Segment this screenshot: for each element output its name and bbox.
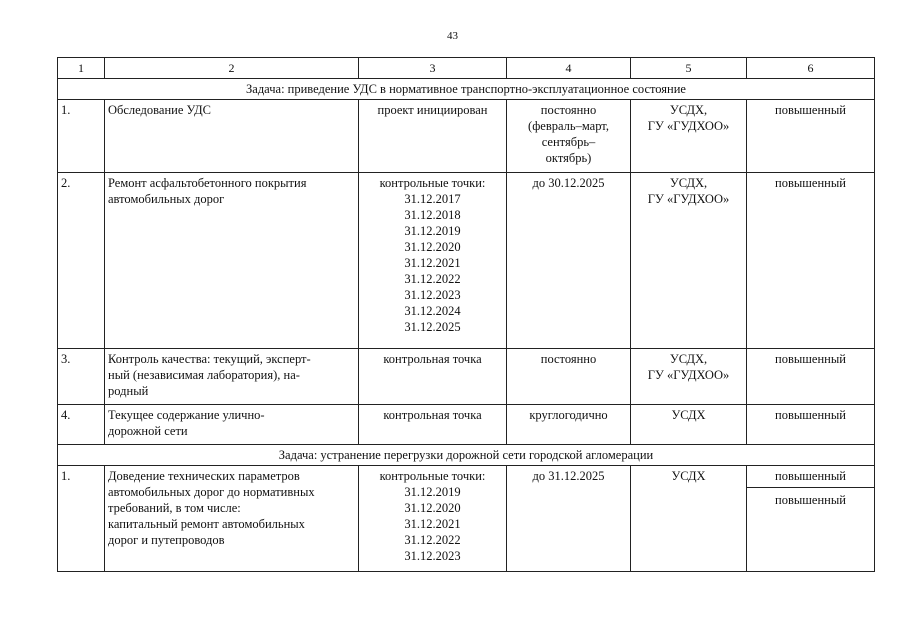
control-date: 31.12.2024 <box>404 304 461 318</box>
row-number: 1. <box>58 100 105 173</box>
text-line: до 30.12.2025 <box>532 176 605 190</box>
text-line: дорожной сети <box>108 424 188 438</box>
control-points <box>359 466 507 572</box>
control-date: 31.12.2020 <box>404 501 461 515</box>
text-line: капитальный ремонт автомобильных <box>108 517 305 531</box>
text-line: контрольная точка <box>383 408 482 422</box>
page-number: 43 <box>447 30 458 42</box>
measure-name <box>105 100 359 173</box>
deadline <box>507 173 631 349</box>
text-line: Контроль качества: текущий, эксперт- <box>108 352 311 366</box>
row-number: 2. <box>58 173 105 349</box>
text-line: Обследование УДС <box>108 103 211 117</box>
text-line: УСДХ, <box>669 176 708 190</box>
control-date: 31.12.2021 <box>404 517 461 531</box>
text-line: круглогодично <box>529 408 608 422</box>
text-line: ГУ «ГУДХОО» <box>647 119 730 133</box>
task-heading: Задача: устранение перегрузки дорожной сети городской агломерации <box>58 445 875 466</box>
task-heading-row <box>58 445 875 466</box>
column-number: 4 <box>507 58 631 79</box>
row-number: 1. <box>58 466 105 572</box>
text-line: контрольные точки: <box>379 176 486 190</box>
control-date: 31.12.2021 <box>404 256 461 270</box>
control-date: 31.12.2018 <box>404 208 461 222</box>
text-line: автомобильных дорог до нормативных <box>108 485 315 499</box>
control-date: 31.12.2019 <box>404 224 461 238</box>
text-line: сентябрь– <box>541 135 596 149</box>
priority-level: повышенный <box>747 405 875 445</box>
text-line: Текущее содержание улично- <box>108 408 265 422</box>
priority-level-split <box>747 466 875 572</box>
measure-name <box>105 173 359 349</box>
text-line: УСДХ <box>671 469 706 483</box>
text-line: УСДХ <box>671 408 706 422</box>
control-date: 31.12.2020 <box>404 240 461 254</box>
text-line: автомобильных дорог <box>108 192 225 206</box>
text-line: октябрь) <box>545 151 592 165</box>
control-date: 31.12.2017 <box>404 192 461 206</box>
text-line: ГУ «ГУДХОО» <box>647 368 730 382</box>
column-number: 2 <box>105 58 359 79</box>
control-point <box>359 349 507 405</box>
column-number: 3 <box>359 58 507 79</box>
control-points <box>359 173 507 349</box>
column-number: 6 <box>747 58 875 79</box>
text-line: требований, в том числе: <box>108 501 241 515</box>
column-number: 1 <box>58 58 105 79</box>
text-line: (февраль–март, <box>528 119 609 133</box>
control-date: 31.12.2022 <box>404 272 461 286</box>
priority-level: повышенный <box>775 493 846 507</box>
column-number: 5 <box>631 58 747 79</box>
text-line: ГУ «ГУДХОО» <box>647 192 730 206</box>
text-line: дорог и путепроводов <box>108 533 225 547</box>
priority-level: повышенный <box>747 349 875 405</box>
table-row <box>58 349 875 405</box>
text-line: проект инициирован <box>377 103 488 117</box>
control-point <box>359 405 507 445</box>
control-date: 31.12.2022 <box>404 533 461 547</box>
control-date: 31.12.2025 <box>404 320 461 334</box>
deadline <box>507 349 631 405</box>
text-line: родный <box>108 384 149 398</box>
column-numbers-row <box>58 58 875 79</box>
deadline <box>507 100 631 173</box>
measure-name <box>105 466 359 572</box>
priority-level: повышенный <box>747 173 875 349</box>
text-line: контрольная точка <box>383 352 482 366</box>
text-line: контрольные точки: <box>379 469 486 483</box>
text-line: постоянно <box>540 103 597 117</box>
table-row <box>58 100 875 173</box>
deadline <box>507 405 631 445</box>
table-row <box>58 405 875 445</box>
task-heading-row <box>58 79 875 100</box>
measure-name <box>105 349 359 405</box>
executor <box>631 349 747 405</box>
deadline <box>507 466 631 572</box>
executor <box>631 405 747 445</box>
priority-level: повышенный <box>747 466 874 488</box>
executor <box>631 100 747 173</box>
task-heading: Задача: приведение УДС в нормативное транспортно-эксплуатационное состояние <box>58 79 875 100</box>
executor <box>631 466 747 572</box>
executor <box>631 173 747 349</box>
text-line: ный (независимая лаборатория), на- <box>108 368 300 382</box>
text-line: Доведение технических параметров <box>108 469 300 483</box>
control-date: 31.12.2019 <box>404 485 461 499</box>
plan-table <box>57 57 875 572</box>
text-line: до 31.12.2025 <box>532 469 605 483</box>
text-line: постоянно <box>540 352 597 366</box>
row-number: 4. <box>58 405 105 445</box>
priority-level: повышенный <box>747 100 875 173</box>
control-date: 31.12.2023 <box>404 288 461 302</box>
text-line: УСДХ, <box>669 352 708 366</box>
text-line: УСДХ, <box>669 103 708 117</box>
table-row <box>58 173 875 349</box>
table-row <box>58 466 875 572</box>
control-date: 31.12.2023 <box>404 549 461 563</box>
row-number: 3. <box>58 349 105 405</box>
project-status <box>359 100 507 173</box>
measure-name <box>105 405 359 445</box>
text-line: Ремонт асфальтобетонного покрытия <box>108 176 307 190</box>
